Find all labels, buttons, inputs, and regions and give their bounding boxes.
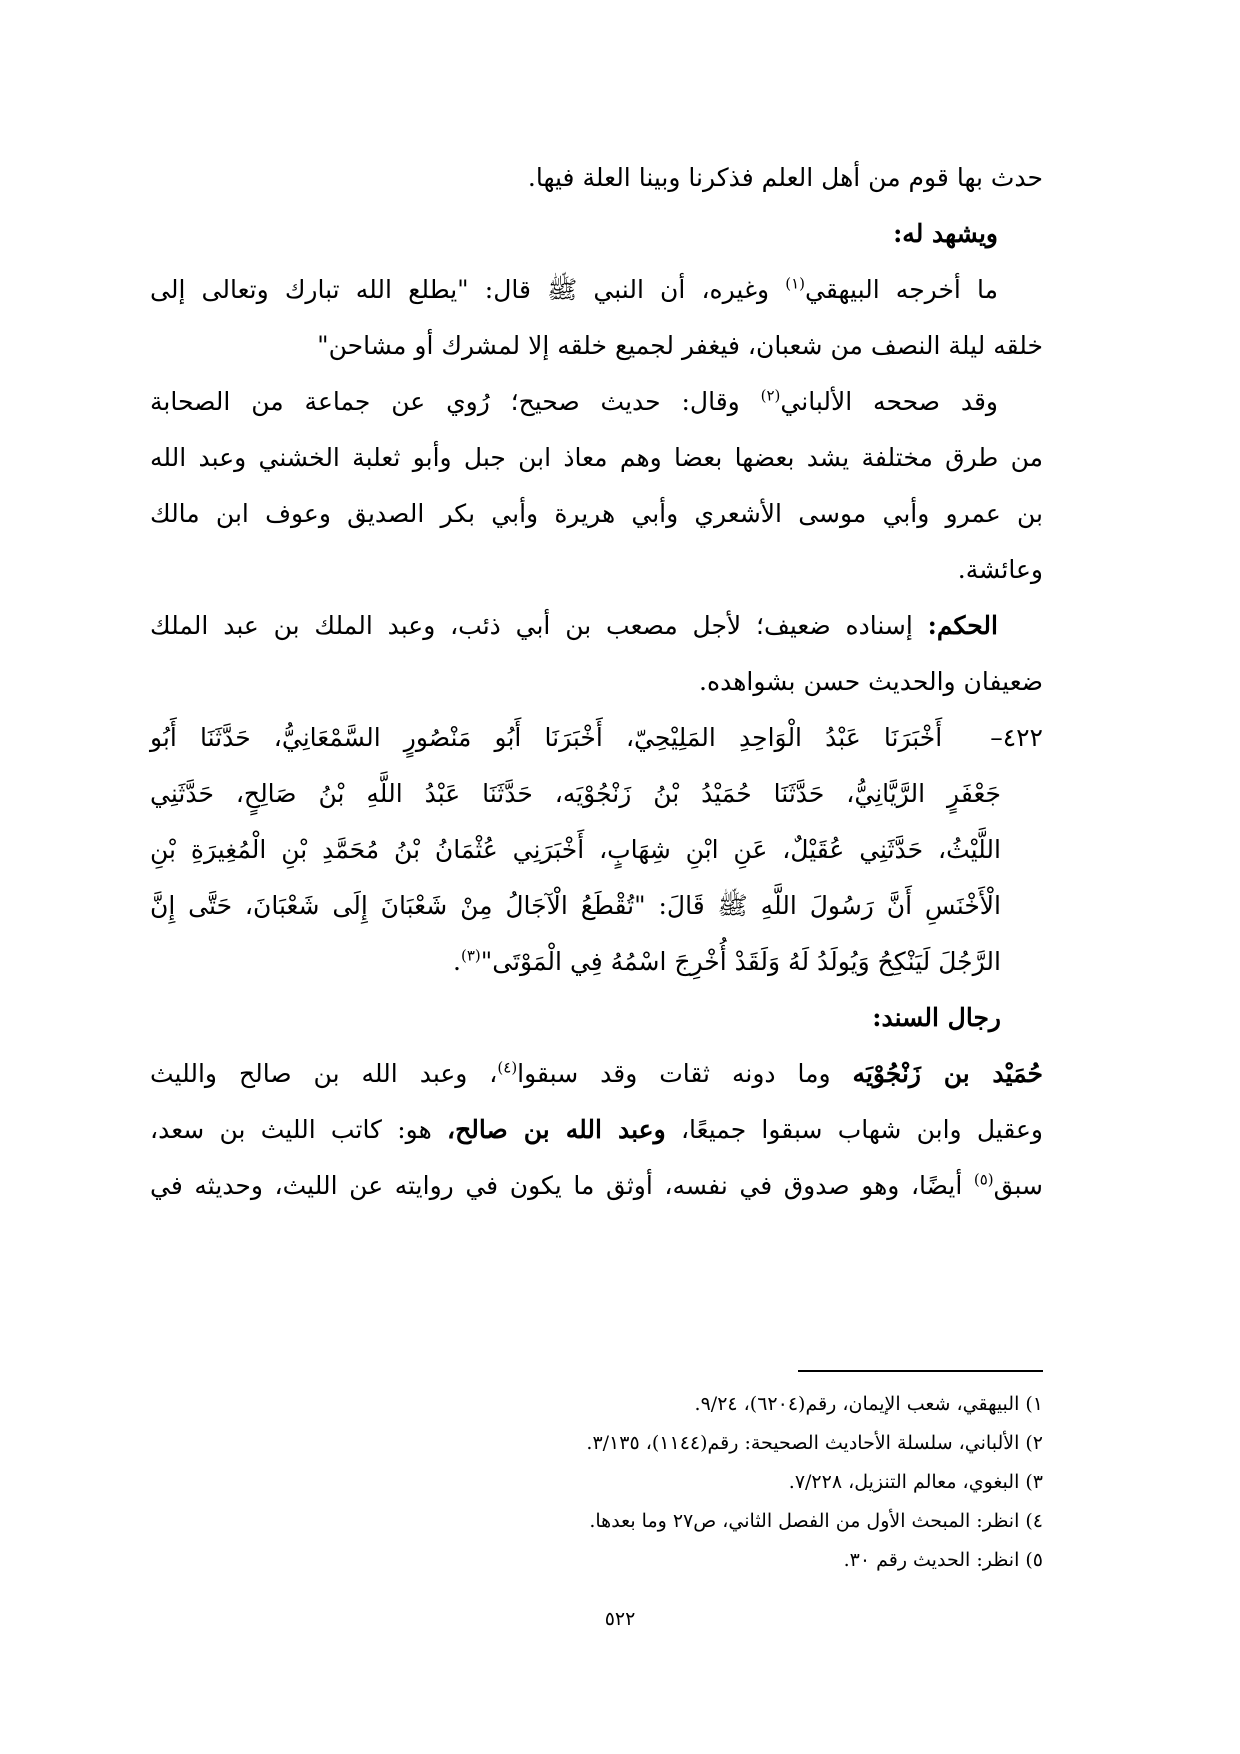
text-line: من طرق مختلفة يشد بعضها بعضا وهم معاذ ابن جبل وأبو ثعلبة الخشني وعبد الله: [150, 443, 1043, 472]
footnote: ٥)انظر: الحديث رقم ٣٠.: [843, 1549, 1043, 1571]
text-line: وعائشة.: [957, 555, 1043, 584]
footnote: ٢)الألباني، سلسلة الأحاديث الصحيحة: رقم(١١٤٤)، ٣/١٣٥.: [586, 1432, 1043, 1454]
hadith-line: جَعْفَرٍ الرَّيَّانِيُّ، حَدَّثَنَا حُمَيْدُ بْنُ زَنْجُوْيَه، حَدَّثَنَا عَبْدُ اللَّهِ بْنُ صَالِحٍ، حَدَّثَنِي: [150, 779, 1001, 808]
footnote: ١)البيهقي، شعب الإيمان، رقم(٦٢٠٤)، ٩/٢٤.: [694, 1393, 1043, 1415]
hadith-line: ٤٢٢–أَخْبَرَنَا عَبْدُ الْوَاحِدِ المَلِيْحِيّ، أَخْبَرَنَا أَبُو مَنْصُورٍ السَّمْعَانِيُّ، حَدَّثَنَا أَبُو: [150, 710, 1043, 766]
text-line: حدث بها قوم من أهل العلم فذكرنا وبينا العلة فيها.: [527, 163, 1043, 192]
text-line: سبق$^{(٥)}$ أيضًا، وهو صدوق في نفسه، أوثق ما يكون في روايته عن الليث، وحديثه في: [150, 1170, 1043, 1200]
footnotes: [150, 1385, 1043, 1580]
hadith-line: الْأَخْنَسِ أَنَّ رَسُولَ اللَّهِ ﷺ قَالَ: "تُقْطَعُ الْآجَالُ مِنْ شَعْبَانَ إِلَى شَعْبَانَ، حَتَّى إِنَّ: [150, 891, 1001, 920]
text-line: بن عمرو وأبي موسى الأشعري وأبي هريرة وأبي بكر الصديق وعوف ابن مالك: [150, 499, 1043, 528]
text-line: حُمَيْد بن زَنْجُوْيَه وما دونه ثقات وقد سبقوا$^{(٤)}$، وعبد الله بن صالح والليث: [150, 1058, 1043, 1088]
narrator-name: وعبد الله بن صالح،: [447, 1115, 666, 1144]
narrator-name: حُمَيْد بن زَنْجُوْيَه: [852, 1059, 1043, 1088]
footnote-ref-4[interactable]: (٤): [497, 1058, 518, 1077]
footnote-ref-1[interactable]: (١): [785, 274, 806, 293]
footnote-ref-3[interactable]: (٣): [460, 946, 481, 965]
heading-witness: ويشهد له:: [893, 219, 998, 248]
hadith-line: اللَّيْثُ، حَدَّثَنِي عُقَيْلٌ، عَنِ ابْنِ شِهَابٍ، أَخْبَرَنِي عُثْمَانُ بْنُ مُحَمَّدِ بْنِ الْمُغِيرَةِ بْنِ: [150, 835, 1001, 864]
footnote: ٣)البغوي، معالم التنزيل، ٧/٢٢٨.: [788, 1471, 1043, 1493]
ruling-label: الحكم:: [927, 611, 998, 640]
footnote-separator: [798, 1370, 1043, 1372]
footnote: ٤)انظر: المبحث الأول من الفصل الثاني، ص٢٧ وما بعدها.: [589, 1510, 1043, 1532]
page-number: ٥٢٢: [604, 1608, 636, 1630]
text-line: وعقيل وابن شهاب سبقوا جميعًا، وعبد الله بن صالح، هو: كاتب الليث بن سعد،: [150, 1115, 1043, 1144]
hadith-number: ٤٢٢–: [990, 723, 1043, 752]
ruling-line: الحكم: إسناده ضعيف؛ لأجل مصعب بن أبي ذئب، وعبد الملك بن عبد الملك: [150, 611, 998, 640]
text-line: ما أخرجه البيهقي$^{(١)}$ وغيره، أن النبي ﷺ قال: "يطلع الله تبارك وتعالى إلى: [150, 274, 998, 304]
heading-narrators: رجال السند:: [872, 1003, 1001, 1032]
footnote-ref-5[interactable]: (٥): [973, 1170, 994, 1189]
text-line: ضعيفان والحديث حسن بشواهده.: [699, 667, 1043, 696]
main-text: [150, 150, 1043, 1214]
footnote-ref-2[interactable]: (٢): [760, 386, 781, 405]
text-line: وقد صححه الألباني$^{(٢)}$ وقال: حديث صحيح؛ رُوي عن جماعة من الصحابة: [150, 386, 998, 416]
text-line: خلقه ليلة النصف من شعبان، فيغفر لجميع خلقه إلا لمشرك أو مشاحن": [317, 331, 1043, 360]
hadith-line: الرَّجُلَ لَيَنْكِحُ وَيُولَدُ لَهُ وَلَقَدْ أُخْرِجَ اسْمُهُ فِي الْمَوْتَى"$^{(٣)}$.: [453, 946, 1001, 976]
